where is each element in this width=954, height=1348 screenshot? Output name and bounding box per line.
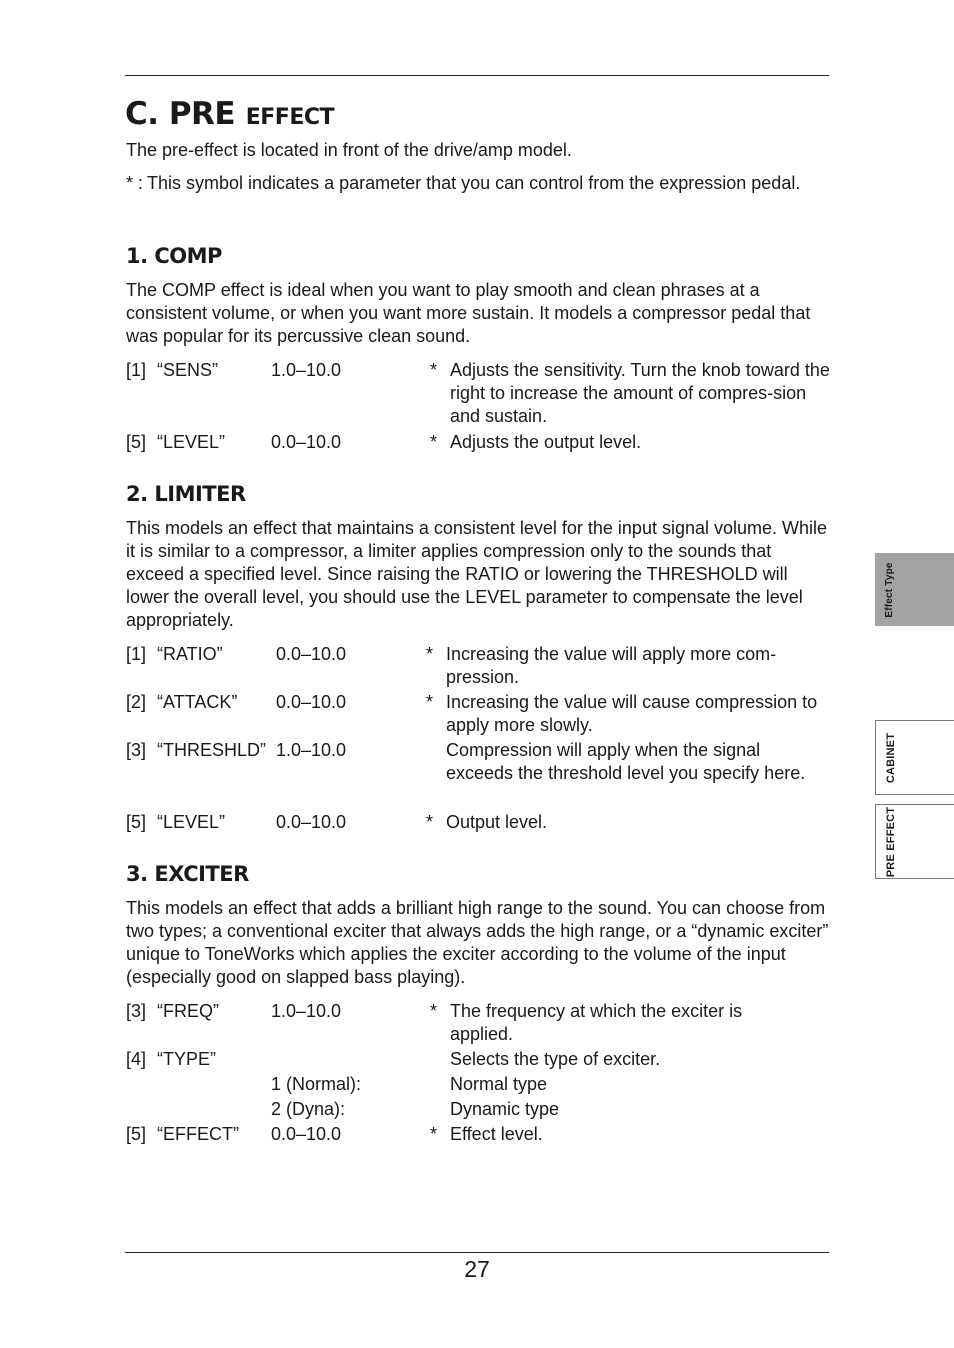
pedal-mark: * xyxy=(426,692,434,712)
param-number: [4] xyxy=(126,1049,147,1069)
param-description: Effect level. xyxy=(450,1124,543,1144)
param-description: Selects the type of exciter. xyxy=(450,1049,661,1069)
param-number: [1] xyxy=(126,360,147,380)
param-number: [5] xyxy=(126,812,147,832)
param-range: 1.0–10.0 xyxy=(271,360,342,380)
pedal-mark: * xyxy=(430,1124,438,1144)
param-description: Increasing the value will apply more com-pression. xyxy=(446,644,777,687)
param-range: 1.0–10.0 xyxy=(276,740,347,760)
param-description: Increasing the value will cause compression to apply more slowly. xyxy=(446,692,818,735)
param-number: [2] xyxy=(126,692,147,712)
param-range: 0.0–10.0 xyxy=(276,692,347,712)
param-name: “LEVEL” xyxy=(157,432,226,452)
bottom-rule xyxy=(125,1252,829,1253)
tab-cabinet-label: CABINET xyxy=(885,732,897,783)
param-range: 0.0–10.0 xyxy=(271,1124,342,1144)
pedal-mark: * xyxy=(430,432,438,452)
page-number: 27 xyxy=(464,1256,490,1282)
param-name: “FREQ” xyxy=(157,1001,219,1021)
pedal-mark: * xyxy=(430,1001,438,1021)
note-mark: * : xyxy=(126,173,144,193)
param-name: “SENS” xyxy=(157,360,219,380)
param-range: 1.0–10.0 xyxy=(271,1001,342,1021)
param-description: Adjusts the sensitivity. Turn the knob toward the right to increase the amount of compres-sion and sustain. xyxy=(450,360,830,426)
param-range: 0.0–10.0 xyxy=(276,812,347,832)
param-name: “EFFECT” xyxy=(157,1124,239,1144)
tab-effect-type xyxy=(875,553,954,626)
limiter-heading: 2. LIMITER xyxy=(126,482,246,506)
param-number: [3] xyxy=(126,740,147,760)
pedal-mark: * xyxy=(426,812,434,832)
note-text xyxy=(147,172,827,195)
param-number: [5] xyxy=(126,1124,147,1144)
tab-pre-effect xyxy=(875,804,954,879)
limiter-description: This models an effect that maintains a consistent level for the input signal volume. While it is similar to a compressor, a limiter applies compression only to the sounds that exceed a specified level. Since raising the RATIO or lowering the THRESHOLD will lower the overall level, you should use the LEVEL parameter to compensate the level appropriately. xyxy=(126,518,828,630)
param-description: The frequency at which the exciter is applied. xyxy=(450,1001,743,1044)
param-name: “RATIO” xyxy=(157,644,223,664)
param-name: “LEVEL” xyxy=(157,812,226,832)
pedal-mark: * xyxy=(426,644,434,664)
option-description: Normal type xyxy=(450,1074,548,1094)
param-range: 0.0–10.0 xyxy=(271,432,342,452)
param-name: “TYPE” xyxy=(157,1049,217,1069)
note-text-body: This symbol indicates a parameter that you can control from the expression pedal. xyxy=(147,173,801,193)
param-description: Compression will apply when the signal exceeds the threshold level you specify here. xyxy=(446,740,806,783)
intro-text: The pre-effect is located in front of the drive/amp model. xyxy=(126,140,572,160)
page-title-main: C. PRE xyxy=(125,96,236,132)
comp-description: The COMP effect is ideal when you want to play smooth and clean phrases at a consistent volume, or when you want more sustain. It models a compressor pedal that was popular for its percussive clean sound. xyxy=(126,280,811,346)
param-number: [5] xyxy=(126,432,147,452)
param-description: Output level. xyxy=(446,812,548,832)
exciter-heading: 3. EXCITER xyxy=(126,862,249,886)
tab-pre-effect-label: PRE EFFECT xyxy=(885,806,897,877)
page-title-sub: EFFECT xyxy=(245,105,334,130)
page-title xyxy=(125,94,334,132)
param-description: Adjusts the output level. xyxy=(450,432,642,452)
param-number: [3] xyxy=(126,1001,147,1021)
option-value: 2 (Dyna): xyxy=(271,1099,346,1119)
tab-effect-type-label: Effect Type xyxy=(884,561,895,618)
pedal-mark: * xyxy=(430,360,438,380)
param-name: “ATTACK” xyxy=(157,692,238,712)
option-value: 1 (Normal): xyxy=(271,1074,362,1094)
exciter-description: This models an effect that adds a brilliant high range to the sound. You can choose from two types; a conventional exciter that always adds the high range, or a “dynamic exciter” unique to ToneWorks which applies the exciter according to the volume of the input (especially good on slapped bass playing). xyxy=(126,898,829,987)
comp-heading: 1. COMP xyxy=(126,244,222,268)
param-number: [1] xyxy=(126,644,147,664)
option-description: Dynamic type xyxy=(450,1099,560,1119)
top-rule xyxy=(125,75,829,76)
param-name: “THRESHLD” xyxy=(157,740,267,760)
param-range: 0.0–10.0 xyxy=(276,644,347,664)
tab-cabinet xyxy=(875,720,954,795)
